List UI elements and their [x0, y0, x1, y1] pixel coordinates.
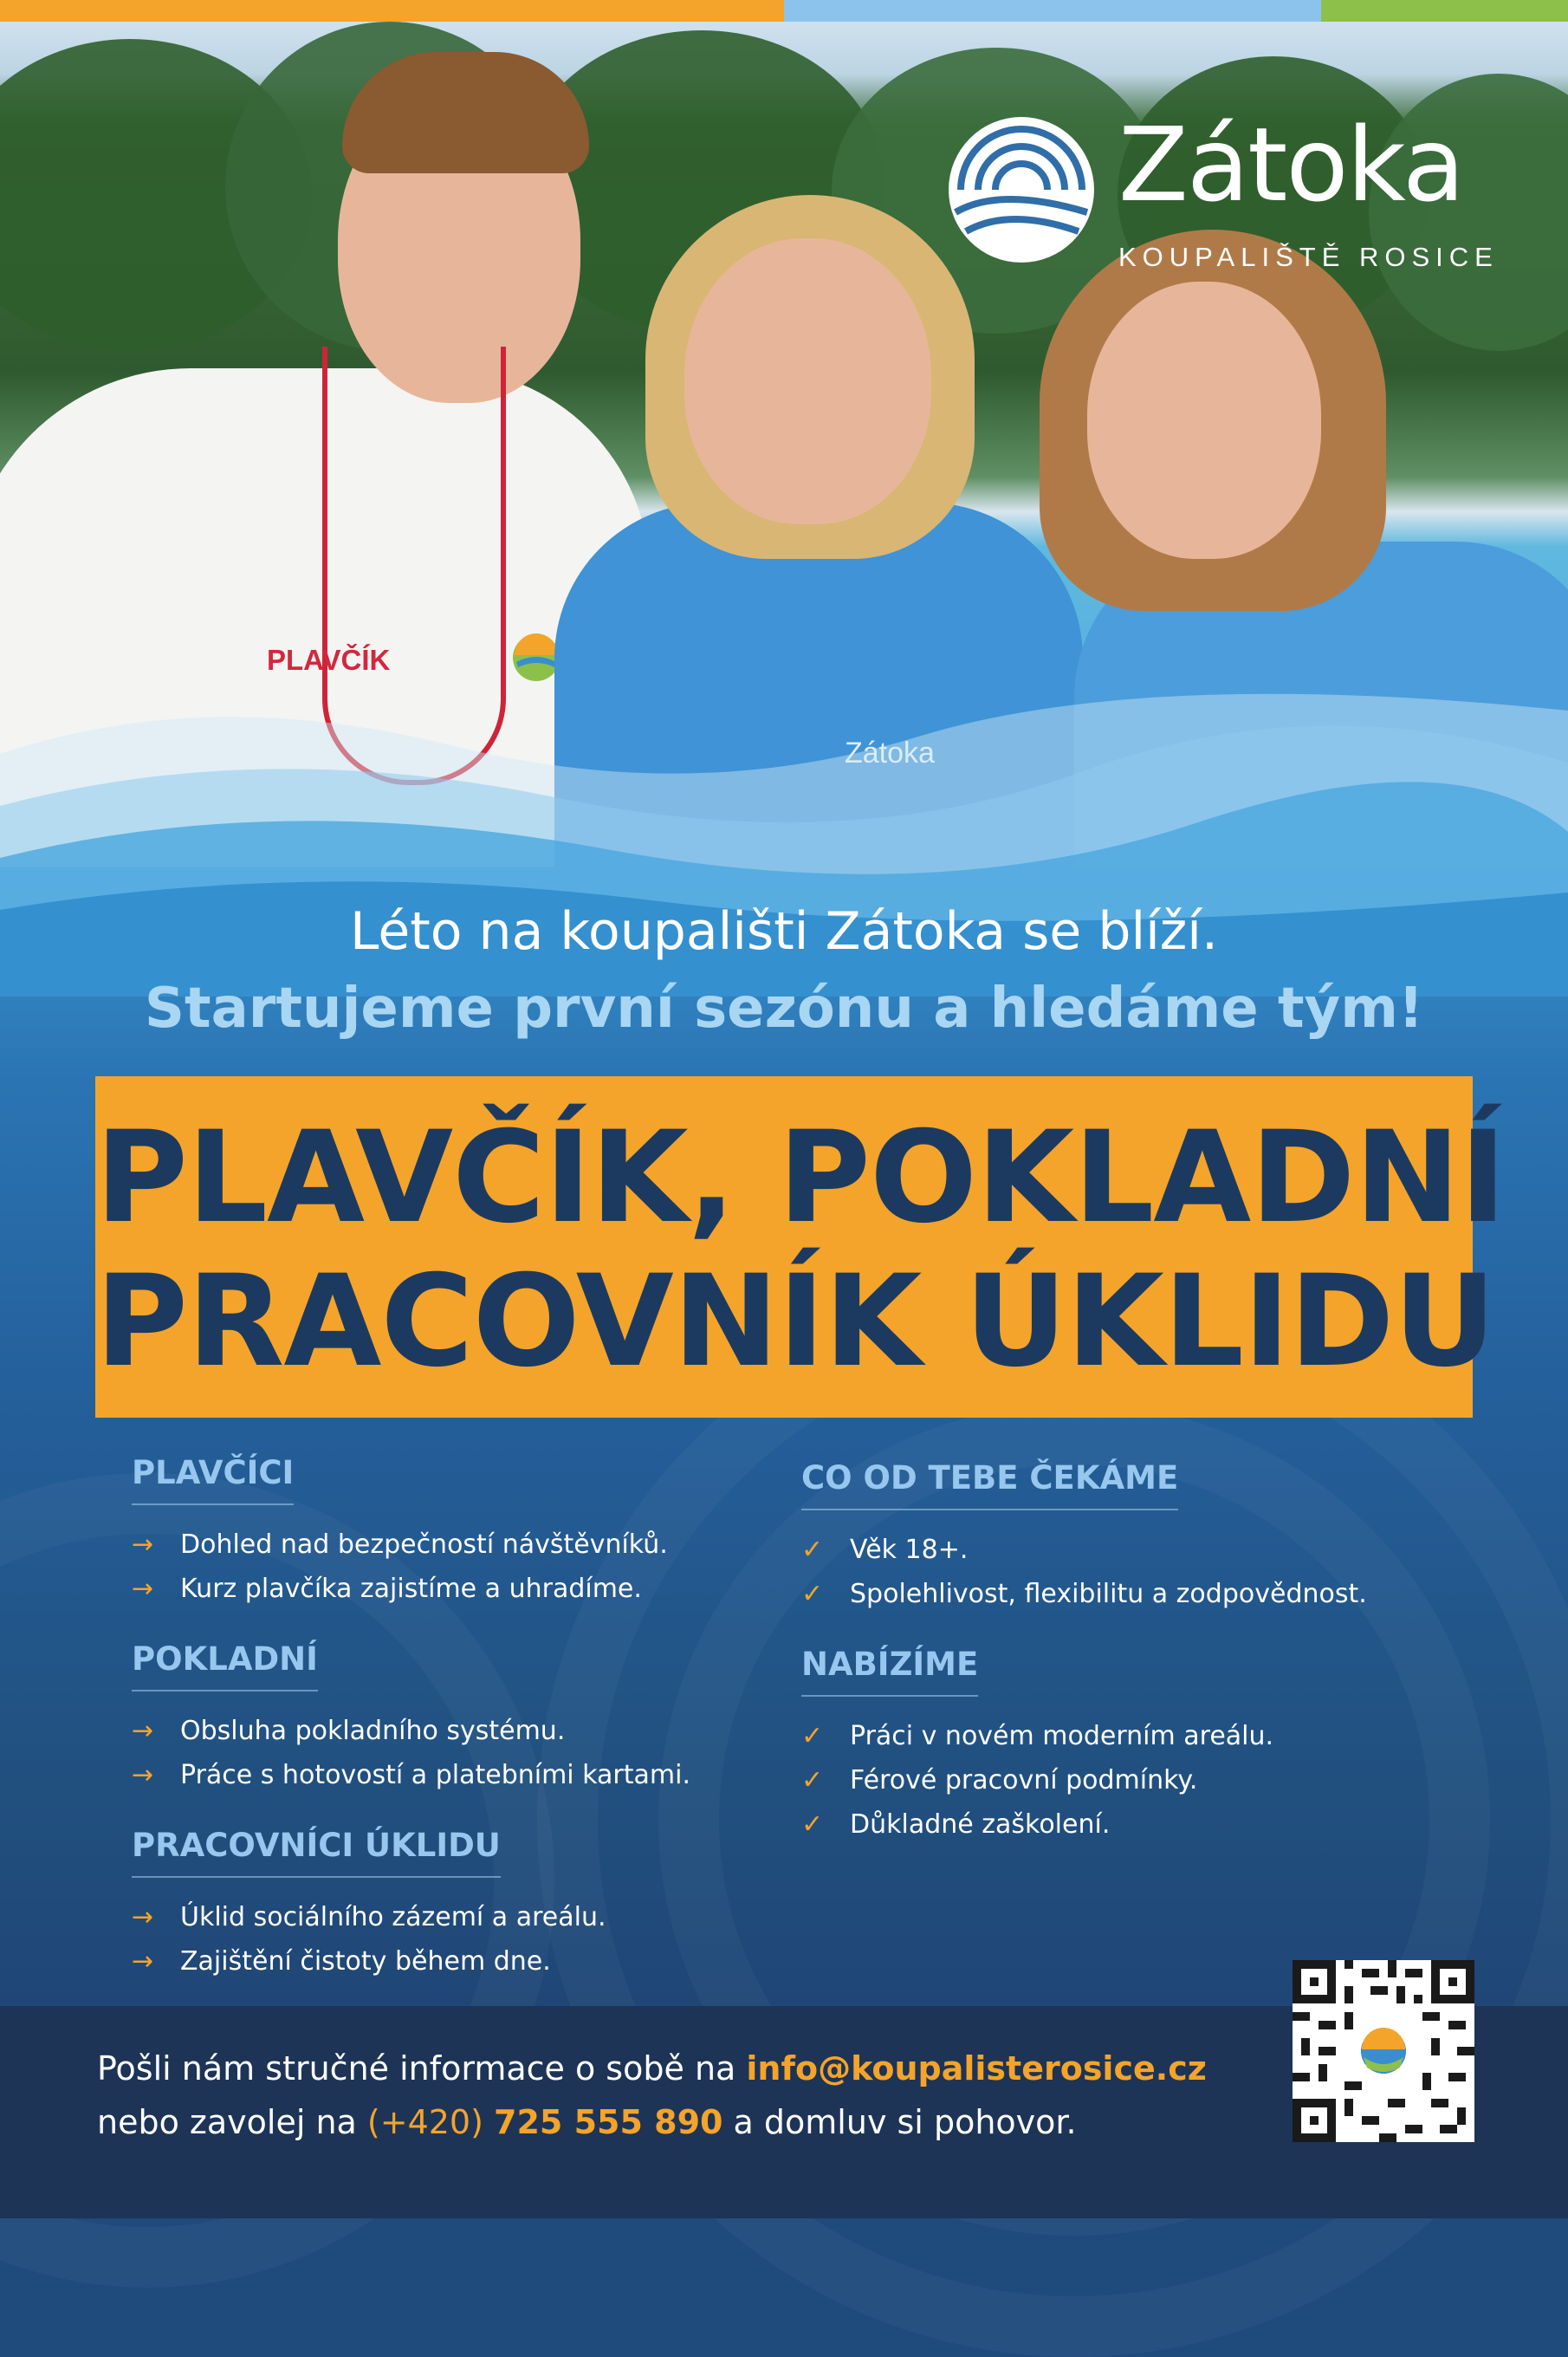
checkmark-icon: ✓ — [801, 1809, 824, 1840]
checkmark-icon: ✓ — [801, 1535, 824, 1565]
strip-orange — [0, 0, 784, 22]
arrow-right-icon: → — [132, 1760, 154, 1790]
qr-code-icon[interactable] — [1293, 1960, 1474, 2142]
list-item: → Kurz plavčíka zajistíme a uhradíme. — [132, 1574, 642, 1604]
checkmark-icon: ✓ — [801, 1765, 824, 1795]
strip-blue — [784, 0, 1321, 22]
email-link[interactable]: info@koupalisterosice.cz — [746, 2049, 1207, 2088]
banner-line-2: PRACOVNÍK ÚKLIDU — [95, 1248, 1496, 1395]
top-color-strip — [0, 0, 1568, 22]
phone-prefix: (+420) — [366, 2103, 483, 2141]
section-title: NABÍZÍME — [801, 1646, 978, 1697]
logo-wordmark: Zátoka — [1118, 105, 1464, 224]
arrow-right-icon: → — [132, 1574, 154, 1604]
section-title: PRACOVNÍCI ÚKLIDU — [132, 1827, 501, 1878]
shirt-logo-text: Zátoka — [845, 737, 935, 769]
list-item: ✓ Věk 18+. — [801, 1535, 969, 1565]
phone-link[interactable]: 725 555 890 — [494, 2103, 723, 2141]
list-item: → Dohled nad bezpečností návštěvníků. — [132, 1529, 668, 1560]
contact-line-2: nebo zavolej na (+420) 725 555 890 a domluv si pohovor. — [97, 2103, 1077, 2141]
list-item: → Úklid sociálního zázemí a areálu. — [132, 1902, 606, 1932]
section-pokladni — [132, 1640, 690, 1797]
list-item: → Obsluha pokladního systému. — [132, 1716, 566, 1746]
checkmark-icon: ✓ — [801, 1579, 824, 1609]
section-requirements — [801, 1459, 1367, 1616]
list-item: ✓ Spolehlivost, flexibilitu a zodpovědnost. — [801, 1579, 1367, 1609]
banner-line-1: PLAVČÍK, POKLADNÍ — [95, 1104, 1506, 1251]
list-item: ✓ Férové pracovní podmínky. — [801, 1765, 1198, 1795]
zatoka-logo-icon — [949, 117, 1094, 263]
intro-line-1: Léto na koupališti Zátoka se blíží. — [349, 901, 1219, 962]
section-plavcici — [132, 1454, 690, 1611]
arrow-right-icon: → — [132, 1946, 154, 1977]
list-item: → Zajištění čistoty během dne. — [132, 1946, 551, 1977]
section-uklid — [132, 1827, 690, 1984]
shirt-label: PLAVČÍK — [267, 644, 391, 676]
arrow-right-icon: → — [132, 1902, 154, 1932]
section-title: POKLADNÍ — [132, 1640, 318, 1691]
intro-line-2: Startujeme první sezónu a hledáme tým! — [144, 977, 1424, 1041]
zatoka-logo — [949, 105, 1499, 273]
section-title: PLAVČÍCI — [132, 1454, 294, 1505]
strip-green — [1321, 0, 1568, 22]
contact-line-1: Pošli nám stručné informace o sobě na info@koupalisterosice.cz — [97, 2049, 1207, 2088]
list-item: → Práce s hotovostí a platebními kartami. — [132, 1760, 690, 1790]
arrow-right-icon: → — [132, 1529, 154, 1560]
logo-subtitle: KOUPALIŠTĚ ROSICE — [1118, 242, 1499, 272]
checkmark-icon: ✓ — [801, 1721, 824, 1751]
list-item: ✓ Práci v novém moderním areálu. — [801, 1721, 1274, 1751]
positions-banner — [95, 1076, 1506, 1418]
arrow-right-icon: → — [132, 1716, 154, 1746]
section-offer — [801, 1646, 1367, 1847]
section-title: CO OD TEBE ČEKÁME — [801, 1459, 1178, 1510]
left-column — [132, 1454, 690, 1984]
right-column — [801, 1459, 1367, 1847]
list-item: ✓ Důkladné zaškolení. — [801, 1809, 1111, 1840]
